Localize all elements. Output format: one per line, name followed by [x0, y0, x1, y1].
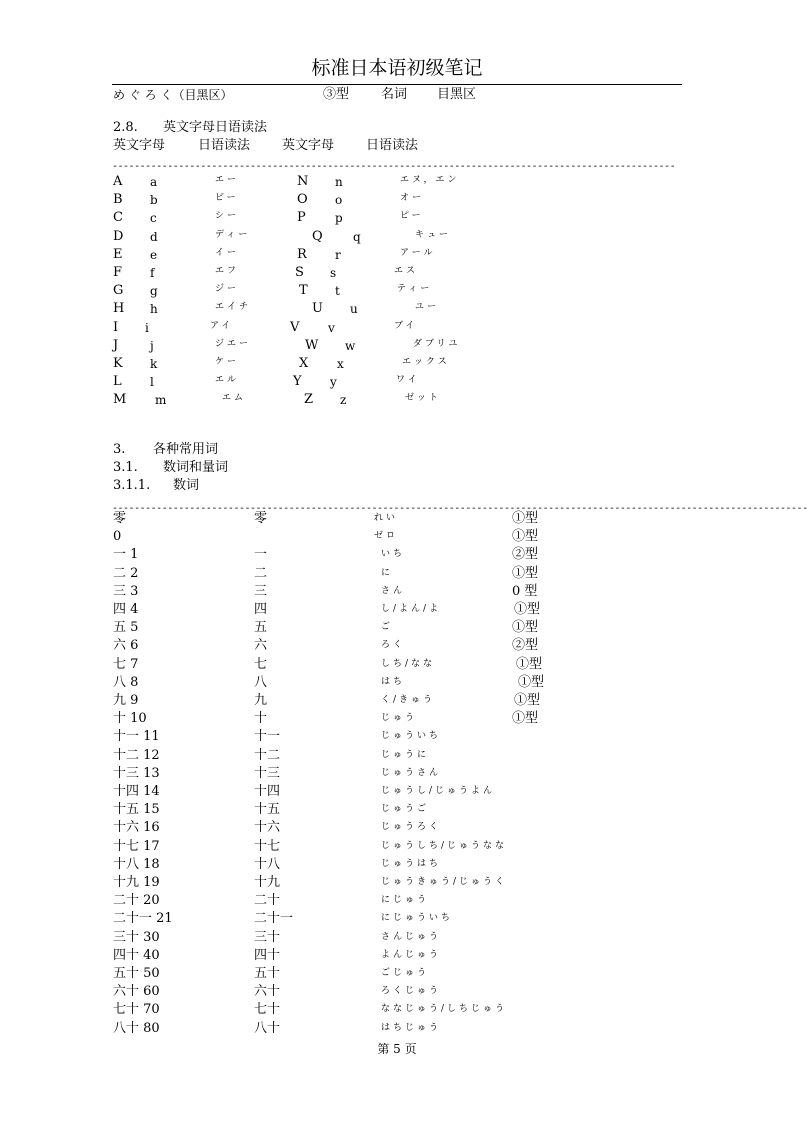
numeral-kanji: 十一 — [254, 729, 281, 745]
numeral-kanji: 十二 — [254, 747, 281, 763]
header-divider — [112, 84, 682, 85]
letter-lowercase-1: j — [150, 338, 154, 353]
numeral-label: 二十一 21 — [113, 911, 173, 927]
letter-reading-1: エー — [215, 175, 240, 185]
letter-lowercase-1: g — [150, 284, 158, 299]
letter-reading-2: ティー — [397, 284, 433, 295]
numeral-kanji: 八 — [254, 674, 268, 690]
section-3-1-1-number: 3.1.1. — [113, 478, 151, 493]
letter-uppercase-1: J — [113, 337, 119, 353]
letter-uppercase-1: I — [113, 319, 119, 335]
letter-reading-2: エス — [394, 266, 419, 276]
numeral-label: 九 9 — [113, 693, 139, 708]
letter-uppercase-2: Y — [293, 374, 302, 390]
numeral-label: 二十 20 — [113, 893, 160, 909]
numeral-kanji: 十四 — [254, 784, 281, 799]
numeral-reading: しち/なな — [381, 658, 436, 669]
letter-lowercase-1: m — [155, 393, 167, 408]
letter-lowercase-1: e — [150, 247, 158, 262]
numeral-label: 十二 12 — [113, 747, 160, 763]
letter-uppercase-2: T — [299, 283, 308, 299]
letter-uppercase-1: C — [113, 210, 123, 226]
letter-reading-1: ビー — [215, 193, 239, 204]
numeral-label: 六 6 — [113, 638, 139, 654]
letter-reading-2: ブイ — [394, 320, 418, 331]
numeral-reading: じゅうに — [381, 749, 430, 760]
numeral-label: 八 8 — [113, 674, 139, 690]
numeral-kanji: 七 — [254, 656, 268, 672]
top-row-kana: め ぐ ろ く（目黑区） — [113, 88, 233, 102]
letter-uppercase-1: B — [113, 192, 123, 208]
numeral-kanji: 十八 — [254, 856, 281, 872]
numeral-kanji: 十七 — [254, 838, 281, 854]
col-header-letter-2: 英文字母 — [282, 138, 335, 153]
section-2-8-number: 2.8. — [113, 120, 138, 135]
dashed-divider: ------------------------------------------------------------------------------------------------------------------------------ — [112, 503, 808, 514]
letter-reading-1: アイ — [210, 320, 234, 331]
letter-reading-2: エヌ，エン — [400, 175, 460, 185]
letter-lowercase-1: b — [150, 193, 158, 208]
numeral-label: 三 3 — [113, 583, 139, 599]
numeral-accent-type: 0 型 — [512, 583, 538, 599]
letter-lowercase-2: r — [335, 247, 341, 262]
numeral-label: 零 — [113, 511, 127, 526]
letter-lowercase-2: v — [328, 320, 335, 335]
letter-lowercase-1: c — [150, 211, 157, 226]
numeral-reading: はちじゅう — [381, 1022, 442, 1033]
page-number: 第 5 页 — [377, 1042, 417, 1056]
numeral-kanji: 五 — [254, 620, 268, 636]
numeral-kanji: 六十 — [254, 984, 281, 1000]
letter-uppercase-1: G — [113, 283, 124, 299]
letter-reading-2: ワイ — [396, 375, 420, 386]
letter-uppercase-1: E — [113, 246, 123, 262]
numeral-reading: く/きゅう — [381, 695, 436, 705]
letter-reading-2: ピー — [400, 211, 424, 222]
numeral-reading: じゅうしち/じゅうなな — [381, 840, 508, 851]
letter-uppercase-1: F — [113, 265, 123, 280]
letter-uppercase-2: Q — [312, 228, 323, 244]
numeral-accent-type: ①型 — [512, 565, 539, 581]
letter-lowercase-2: w — [345, 338, 356, 353]
numeral-label: 二 2 — [113, 565, 139, 581]
numeral-reading: ななじゅう/しちじゅう — [381, 1004, 508, 1015]
numeral-label: 十 10 — [113, 711, 147, 727]
numeral-kanji: 三 — [254, 583, 268, 599]
numeral-kanji: 十六 — [254, 820, 281, 836]
numeral-accent-type: ②型 — [512, 638, 539, 654]
numeral-reading: いち — [381, 549, 406, 560]
numeral-kanji: 二十一 — [254, 911, 294, 927]
section-3-number: 3. — [113, 442, 126, 457]
numeral-reading: じゅう — [381, 713, 418, 724]
col-header-letter-1: 英文字母 — [113, 138, 166, 153]
numeral-label: 十三 13 — [113, 765, 160, 781]
numeral-reading: さん — [381, 585, 406, 596]
letter-reading-1: ディー — [215, 229, 251, 240]
numeral-accent-type: ①型 — [518, 674, 545, 690]
numeral-kanji: 二十 — [254, 893, 281, 909]
letter-reading-2: キュー — [415, 229, 452, 240]
numeral-reading: じゅうきゅう/じゅうく — [381, 877, 508, 887]
numeral-kanji: 五十 — [254, 966, 281, 981]
numeral-accent-type: ①型 — [514, 693, 541, 708]
numeral-accent-type: ①型 — [512, 511, 539, 526]
letter-reading-1: エフ — [215, 266, 240, 276]
numeral-label: 十九 19 — [113, 875, 160, 890]
numeral-label: 十六 16 — [113, 820, 160, 836]
col-header-reading-2: 日语读法 — [366, 138, 419, 153]
numeral-reading: じゅういち — [381, 731, 442, 742]
col-header-reading-1: 日语读法 — [198, 138, 251, 153]
numeral-label: 十五 15 — [113, 802, 160, 818]
numeral-label: 十一 11 — [113, 729, 160, 745]
numeral-kanji: 四 — [254, 602, 268, 617]
letter-uppercase-1: A — [113, 174, 123, 189]
numeral-label: 十七 17 — [113, 838, 160, 854]
numeral-reading: はち — [381, 676, 406, 687]
letter-lowercase-2: z — [340, 393, 347, 408]
letter-lowercase-2: o — [335, 193, 343, 208]
numeral-kanji: 零 — [254, 511, 268, 526]
numeral-kanji: 四十 — [254, 947, 281, 963]
numeral-label: 四十 40 — [113, 947, 160, 963]
letter-reading-2: ユー — [415, 302, 440, 313]
numeral-label: 一 1 — [113, 547, 139, 563]
numeral-kanji: 八十 — [254, 1020, 281, 1036]
numeral-reading: ろく — [381, 640, 406, 651]
letter-uppercase-2: O — [297, 192, 308, 208]
numeral-kanji: 六 — [254, 638, 268, 654]
numeral-label: 0 — [113, 529, 122, 545]
letter-lowercase-2: s — [330, 266, 337, 280]
letter-reading-1: エム — [222, 393, 247, 404]
numeral-kanji: 十三 — [254, 765, 281, 781]
numeral-label: 五十 50 — [113, 966, 160, 981]
numeral-reading: に — [381, 567, 394, 578]
letter-uppercase-2: R — [297, 246, 307, 262]
letter-uppercase-1: K — [113, 356, 123, 371]
letter-lowercase-1: f — [150, 266, 155, 280]
top-row-pos: 名词 — [381, 87, 408, 102]
numeral-reading: じゅうろく — [381, 822, 442, 833]
letter-lowercase-1: i — [145, 320, 149, 335]
letter-lowercase-1: a — [150, 175, 158, 189]
letter-uppercase-2: U — [312, 301, 323, 317]
letter-lowercase-2: n — [335, 175, 343, 189]
numeral-label: 六十 60 — [113, 984, 160, 1000]
numeral-reading: ごじゅう — [381, 968, 430, 978]
section-3-title: 各种常用词 — [153, 442, 219, 457]
numeral-accent-type: ①型 — [514, 602, 541, 617]
numeral-accent-type: ①型 — [516, 656, 543, 672]
letter-lowercase-2: u — [350, 302, 358, 317]
numeral-reading: ゼロ — [374, 531, 399, 542]
letter-reading-2: アール — [400, 247, 436, 258]
letter-uppercase-2: Z — [304, 392, 314, 408]
numeral-reading: さんじゅう — [381, 931, 442, 942]
numeral-label: 五 5 — [113, 620, 139, 636]
letter-reading-1: シー — [215, 211, 240, 222]
letter-reading-1: ケー — [215, 357, 240, 367]
letter-uppercase-2: N — [297, 174, 309, 189]
numeral-reading: にじゅういち — [381, 913, 454, 924]
letter-uppercase-2: W — [305, 337, 319, 353]
section-3-1-title: 数词和量词 — [163, 460, 229, 475]
numeral-accent-type: ②型 — [512, 547, 539, 563]
letter-lowercase-2: t — [335, 284, 340, 299]
numeral-kanji: 十 — [254, 711, 268, 727]
letter-uppercase-2: X — [299, 356, 309, 371]
letter-uppercase-1: M — [113, 392, 127, 408]
letter-reading-2: ダブリユ — [413, 338, 461, 349]
numeral-accent-type: ①型 — [512, 529, 539, 545]
letter-lowercase-2: x — [337, 357, 344, 371]
numeral-accent-type: ①型 — [512, 711, 539, 727]
letter-reading-2: オー — [400, 193, 425, 204]
letter-uppercase-1: D — [113, 228, 124, 244]
section-3-1-number: 3.1. — [113, 460, 138, 475]
letter-uppercase-2: P — [297, 210, 306, 226]
letter-reading-1: ジー — [215, 284, 240, 295]
numeral-reading: じゅうはち — [381, 858, 442, 869]
numeral-label: 七十 70 — [113, 1002, 160, 1018]
numeral-reading: じゅうし/じゅうよん — [381, 786, 496, 796]
letter-lowercase-1: d — [150, 229, 158, 244]
numeral-label: 七 7 — [113, 656, 139, 672]
letter-lowercase-1: l — [150, 375, 154, 390]
letter-uppercase-2: V — [290, 319, 300, 335]
numeral-kanji: 九 — [254, 693, 268, 708]
letter-lowercase-2: q — [353, 229, 361, 244]
dashed-divider: ------------------------------------------------------------------------------------------------------ — [112, 161, 676, 172]
numeral-reading: れい — [374, 513, 399, 523]
numeral-accent-type: ①型 — [512, 620, 539, 636]
numeral-kanji: 二 — [254, 565, 268, 581]
letter-reading-1: ジエー — [215, 338, 252, 349]
page-title: 标准日本语初级笔记 — [311, 57, 483, 79]
letter-lowercase-1: h — [150, 302, 158, 317]
numeral-reading: ご — [381, 622, 394, 633]
numeral-reading: よんじゅう — [381, 949, 442, 960]
numeral-kanji: 十九 — [254, 875, 281, 890]
numeral-label: 十八 18 — [113, 856, 160, 872]
numeral-kanji: 三十 — [254, 929, 281, 945]
letter-reading-2: ゼット — [405, 393, 441, 404]
numeral-reading: にじゅう — [381, 895, 430, 906]
numeral-reading: ろくじゅう — [381, 986, 442, 997]
letter-lowercase-1: k — [150, 357, 158, 371]
numeral-kanji: 一 — [254, 547, 268, 563]
letter-uppercase-1: L — [113, 374, 122, 390]
numeral-label: 八十 80 — [113, 1020, 160, 1036]
top-row-meaning: 目黑区 — [437, 87, 477, 102]
numeral-reading: し/よん/よ — [381, 604, 442, 614]
letter-reading-1: イー — [215, 247, 240, 258]
letter-lowercase-2: y — [330, 375, 337, 390]
numeral-kanji: 七十 — [254, 1002, 281, 1018]
section-3-1-1-title: 数词 — [173, 478, 200, 493]
letter-reading-2: エックス — [402, 357, 450, 367]
letter-uppercase-1: H — [113, 301, 125, 317]
numeral-kanji: 十五 — [254, 802, 281, 818]
numeral-label: 三十 30 — [113, 929, 160, 945]
letter-lowercase-2: p — [335, 211, 343, 226]
numeral-reading: じゅうさん — [381, 767, 442, 778]
numeral-label: 四 4 — [113, 602, 139, 617]
numeral-label: 十四 14 — [113, 784, 160, 799]
letter-reading-1: エル — [215, 375, 240, 386]
letter-uppercase-2: S — [295, 265, 304, 280]
section-2-8-title: 英文字母日语读法 — [163, 120, 268, 135]
letter-reading-1: エイチ — [215, 302, 252, 313]
top-row-type: ③型 — [323, 87, 350, 102]
numeral-reading: じゅうご — [381, 804, 430, 815]
